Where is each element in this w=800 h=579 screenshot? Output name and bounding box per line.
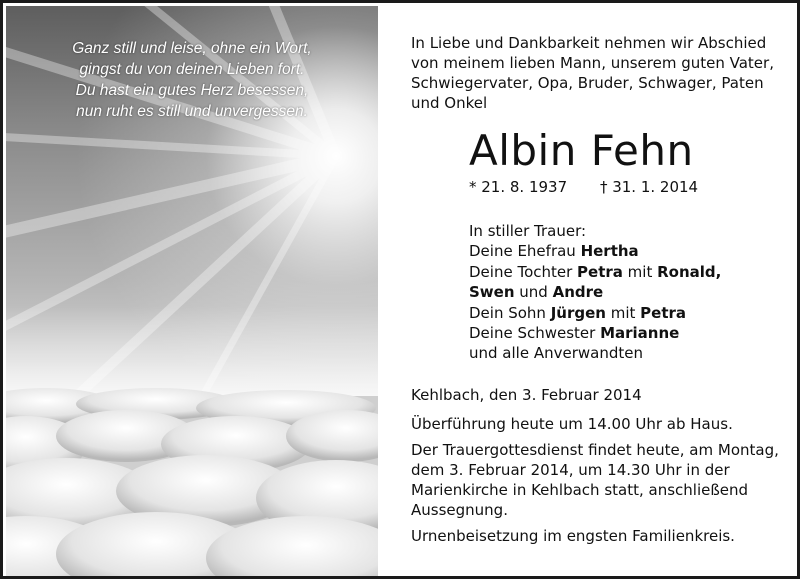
intro-line: und Onkel (411, 94, 488, 112)
mourner-name: Ronald, (657, 262, 722, 281)
mourner-line (469, 323, 721, 343)
mourner-line (469, 282, 721, 302)
place-and-date: Kehlbach, den 3. Februar 2014 (411, 386, 642, 404)
mourner-line (469, 262, 721, 282)
poem-line: Ganz still und leise, ohne ein Wort, (72, 40, 312, 57)
service-line: Marienkirche in Kehlbach statt, anschließend (411, 481, 749, 499)
mourners-heading: In stiller Trauer: (469, 222, 587, 240)
death-date-group (600, 178, 698, 196)
service-line: Aussegnung. (411, 501, 508, 519)
mourner-relation: Deine Ehefrau (469, 242, 581, 261)
mourner-relation: Deine Tochter (469, 262, 578, 281)
service-line: Der Trauergottesdienst findet heute, am Montag, (411, 441, 779, 459)
mourner-line: und alle Anverwandten (469, 344, 643, 363)
poem-line: nun ruht es still und unvergessen. (76, 103, 308, 120)
birth-date: * 21. 8. 1937 (469, 178, 568, 196)
service-line: dem 3. Februar 2014, um 14.30 Uhr in der (411, 461, 730, 479)
mourner-name: Petra (640, 303, 687, 322)
burial-info: Urnenbeisetzung im engsten Familienkreis. (411, 527, 735, 545)
intro-text (411, 33, 774, 113)
intro-line: von meinem lieben Mann, unserem guten Vater, (411, 54, 774, 72)
mourner-connector: mit (622, 262, 658, 281)
life-dates (469, 177, 698, 197)
deceased-name: Albin Fehn (469, 126, 694, 175)
mourner-name: Jürgen (550, 303, 606, 322)
mourner-relation: Dein Sohn (469, 303, 551, 322)
poem (6, 38, 378, 122)
mourner-line (469, 303, 721, 323)
transfer-info: Überführung heute um 14.00 Uhr ab Haus. (411, 415, 733, 433)
mourner-relation: Deine Schwester (469, 324, 601, 343)
mourner-name: Marianne (600, 324, 680, 343)
death-date: 31. 1. 2014 (612, 178, 699, 196)
mourner-name: Swen (469, 283, 515, 302)
mourner-line (469, 241, 721, 261)
cross-icon: † (599, 178, 608, 196)
mourners-list (469, 221, 721, 364)
mourner-name: Hertha (580, 242, 639, 261)
sky-clouds-photo (6, 6, 378, 579)
mourner-name: Andre (552, 283, 604, 302)
poem-line: Du hast ein gutes Herz besessen, (75, 82, 309, 99)
poem-line: gingst du von deinen Lieben fort. (79, 61, 305, 78)
mourner-connector: und (514, 283, 553, 302)
funeral-info (411, 414, 779, 552)
intro-line: In Liebe und Dankbarkeit nehmen wir Abschied (411, 34, 767, 52)
intro-line: Schwiegervater, Opa, Bruder, Schwager, Paten (411, 74, 764, 92)
mourner-connector: mit (605, 303, 641, 322)
mourner-name: Petra (577, 262, 623, 281)
